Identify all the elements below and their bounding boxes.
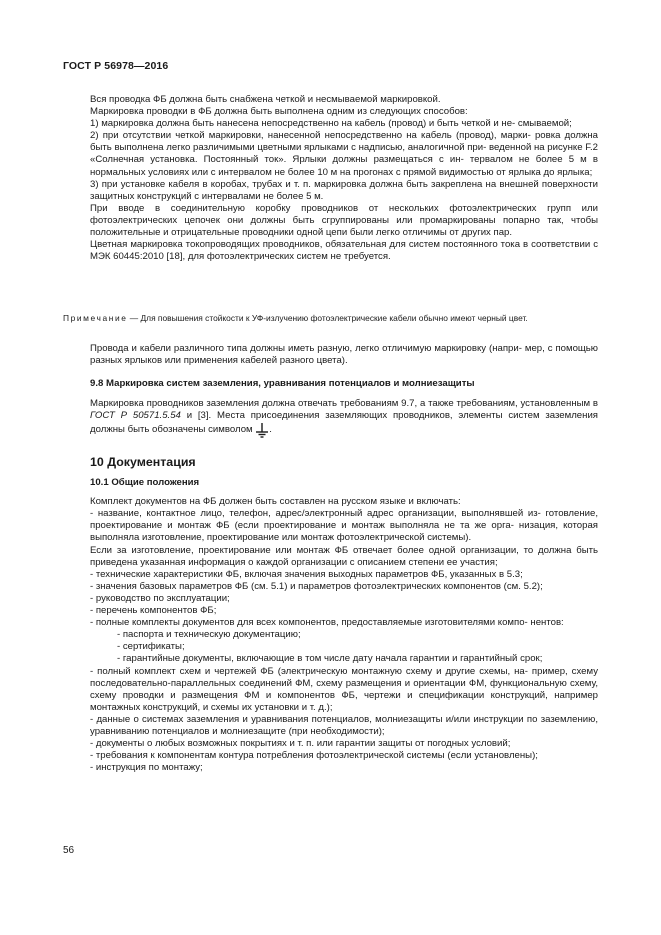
paragraph xyxy=(90,398,598,438)
ground-symbol-icon xyxy=(255,422,269,438)
list-item: - руководство по эксплуатации; xyxy=(90,592,230,604)
paragraph: Цветная маркировка токопроводящих проводников, обязательная для систем постоянного тока в соответствии с МЭК 60445:2010 [18], для фотоэлектрических систем не требуется. xyxy=(90,239,598,263)
text-part: Маркировка проводников заземления должна отвечать требованиям 9.7, а также требованиям, установленным в xyxy=(90,398,598,410)
marking-section xyxy=(90,94,598,263)
page-number: 56 xyxy=(63,845,75,856)
subsection-heading: 10.1 Общие положения xyxy=(90,477,200,489)
list-item: - перечень компонентов ФБ; xyxy=(90,605,217,617)
list-item: - полные комплекты документов для всех компонентов, предоставляемые изготовителями компо- нентов: xyxy=(90,617,564,629)
paragraph: Если за изготовление, проектирование или монтаж ФБ отвечает более одной организации, то должна быть приведена указанная информация о каждой организации с описанием степени ее участия; xyxy=(90,544,598,568)
paragraph: 1) маркировка должна быть нанесена непосредственно на кабель (провод) и быть четкой и не- смываемой; xyxy=(90,118,572,130)
list-item: - инструкция по монтажу; xyxy=(90,762,203,774)
list-item: - требования к компонентам контура потребления фотоэлектрической системы (если установлены); xyxy=(90,750,538,762)
sub-list-item: - сертификаты; xyxy=(117,641,185,653)
wire-types-block xyxy=(90,343,598,367)
list-item: - данные о системах заземления и уравнивания потенциалов, молниезащиты и/или инструкции по заземлению, уравниванию потенциалов и молниезащите (при необходимости); xyxy=(90,713,598,737)
paragraph: При вводе в соединительную коробку проводников от нескольких фотоэлектрических групп или фотоэлектрических цепочек они должны быть сгруппированы или промаркированы попарно так, чтобы положительные и отрицательные проводники одной цепи были легко отличимы от других пар. xyxy=(90,202,598,239)
list-item: - название, контактное лицо, телефон, адрес/электронный адрес организации, выполнявшей из- готовление, проектирование и монтаж ФБ (если проектирование и монтаж выполняла не та же орга- низация, которая выполняла изготовление, проектирование или монтаж фотоэлектрической системы). xyxy=(90,508,598,544)
paragraph: Провода и кабели различного типа должны иметь разную, легко отличимую маркировку (напри- мер, с помощью разных ярлыков или применения кабелей разного цвета). xyxy=(90,343,598,367)
list-item: - полный комплект схем и чертежей ФБ (электрическую монтажную схему и другие схемы, на- пример, схему последовательно-параллельных соединений ФМ, схему размещения и ориентации ФМ, функциональную схему, схему проводки и размещения ФМ и компонентов ФБ, чертежи и спецификации конструкций, например монтажных конструкций, и схемы их установки и т. д.); xyxy=(90,665,598,713)
paragraph: Комплект документов на ФБ должен быть составлен на русском языке и включать: xyxy=(90,496,461,508)
paragraph: Маркировка проводки в ФБ должна быть выполнена одним из следующих способов: xyxy=(90,106,468,118)
text-part: . xyxy=(269,424,272,436)
note-label: Примечание xyxy=(63,313,128,323)
sub-list-item: - паспорта и техническую документацию; xyxy=(117,629,301,641)
sub-list-item: - гарантийные документы, включающие в том числе дату начала гарантии и гарантийный срок; xyxy=(117,653,543,665)
list-item: - документы о любых возможных покрытиях и т. п. или гарантии защиты от погодных условий; xyxy=(90,738,511,750)
section-9-8 xyxy=(90,378,598,438)
paragraph: Вся проводка ФБ должна быть снабжена четкой и несмываемой маркировкой. xyxy=(90,94,441,105)
paragraph: 3) при установке кабеля в коробах, трубах и т. п. маркировка должна быть закреплена на внешней поверхности защитных конструкций с интервалами не более 5 м. xyxy=(90,178,598,202)
section-heading: 9.8 Маркировка систем заземления, уравнивания потенциалов и молниезащиты xyxy=(90,378,475,389)
section-10 xyxy=(90,456,598,774)
section-heading: 10 Документация xyxy=(90,455,196,469)
list-item: - значения базовых параметров ФБ (см. 5.1) и параметров фотоэлектрических компонентов (см. 5.2); xyxy=(90,580,543,592)
paragraph: 2) при отсутствии четкой маркировки, нанесенной непосредственно на кабель (провод), марки- ровка должна быть выполнена легко различимыми цветными ярлыками с надписью, аналогичной при- веденной на рисунке F.2 «Солнечная установка. Постоянный ток». Ярлыки должны размещаться с ин- тервалом не более 5 м в нормальных условиях или с интервалом не более 10 м на прогонах с прямой видимостью от ярлыка до ярлыка; xyxy=(90,130,598,178)
text-part: и [3]. Места присоединения заземляющих проводников, элементы систем заземления должны быть обозначены символом xyxy=(90,410,598,436)
document-header: ГОСТ Р 56978—2016 xyxy=(63,60,169,72)
note-text: — Для повышения стойкости к УФ-излучению фотоэлектрические кабели обычно имеют черный цвет. xyxy=(127,313,528,323)
standard-reference-link[interactable]: ГОСТ Р 50571.5.54 xyxy=(90,410,181,422)
list-item: - технические характеристики ФБ, включая значения выходных параметров ФБ, указанных в 5.3; xyxy=(90,568,523,580)
note xyxy=(63,313,598,324)
note-block xyxy=(63,313,598,324)
